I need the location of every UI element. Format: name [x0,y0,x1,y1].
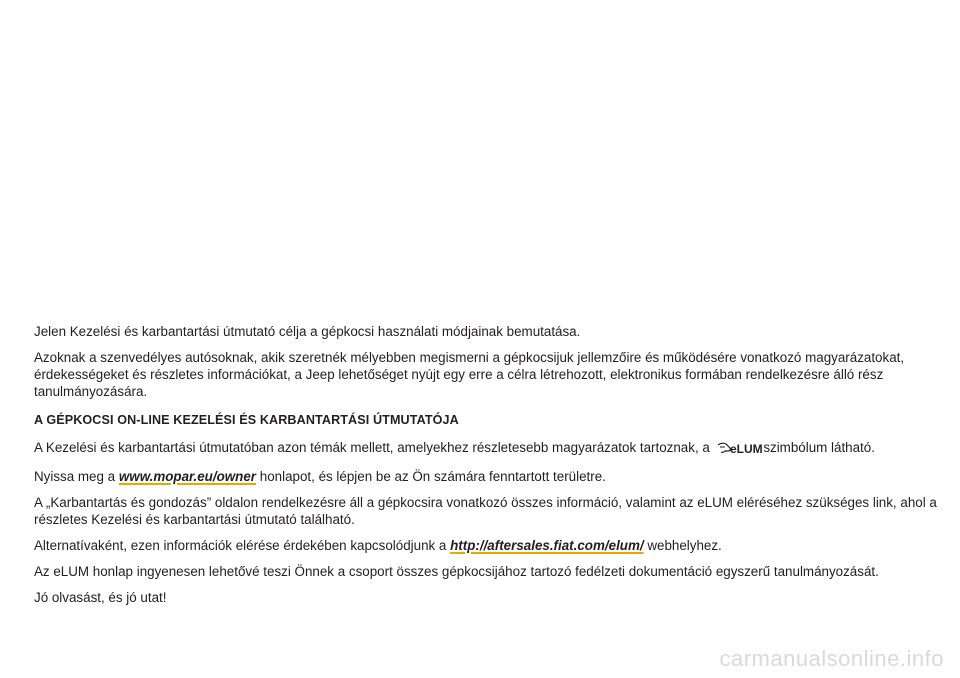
closing-paragraph: Jó olvasást, és jó utat! [34,590,167,605]
elum-hand-icon [716,439,763,459]
mopar-owner-link[interactable]: www.mopar.eu/owner [118,469,257,484]
intro-paragraph-2: Azoknak a szenvedélyes autósoknak, akik szeretnék mélyebben megismerni a gépkocsijuk jellemzőire és működésére vonatkozó magyarázatokat, érdekességeket és részletes információkat, a Jeep lehetőséget nyújt egy erre a célra létrehozott, elektronikus formában rendelkezésre álló rész tanulmányozására. [34,350,905,399]
maintenance-paragraph: A „Karbantartás és gondozás” oldalon rendelkezésre áll a gépkocsira vonatkozó összes információ, valamint az eLUM eléréséhez szükséges link, ahol a részletes Kezelési és karbantartási útmutató található. [34,495,937,527]
aftersales-elum-link[interactable]: http://aftersales.fiat.com/elum/ [450,538,644,553]
elum-free-paragraph: Az eLUM honlap ingyenesen lehetővé teszi Önnek a csoport összes gépkocsijához tartozó fedélzeti dokumentáció egyszerű tanulmányozását. [34,564,879,579]
alternative-text-before: Alternatívaként, ezen információk elérése érdekében kapcsolódjunk a [34,538,447,553]
section-heading: A GÉPKOCSI ON-LINE KEZELÉSI ÉS KARBANTARTÁSI ÚTMUTATÓJA [34,413,459,427]
elum-symbol-paragraph [34,439,946,459]
elum-symbol-text-before: A Kezelési és karbantartási útmutatóban azon témák mellett, amelyekhez részletesebb magyarázatok tartoznak, a [34,440,710,455]
alternative-paragraph [34,537,946,554]
mopar-paragraph [34,468,946,485]
watermark: carmanualsonline.info [719,646,944,671]
intro-paragraph-1: Jelen Kezelési és karbantartási útmutató célja a gépkocsi használati módjainak bemutatása. [34,324,581,339]
elum-icon-label: eLUM [729,442,763,456]
mopar-text-after: honlapot, és lépjen be az Ön számára fenntartott területre. [259,469,606,484]
elum-symbol-text-after: szimbólum látható. [763,440,875,455]
alternative-text-after: webhelyhez. [647,538,722,553]
manual-text [34,323,946,615]
mopar-text-before: Nyissa meg a [34,469,116,484]
